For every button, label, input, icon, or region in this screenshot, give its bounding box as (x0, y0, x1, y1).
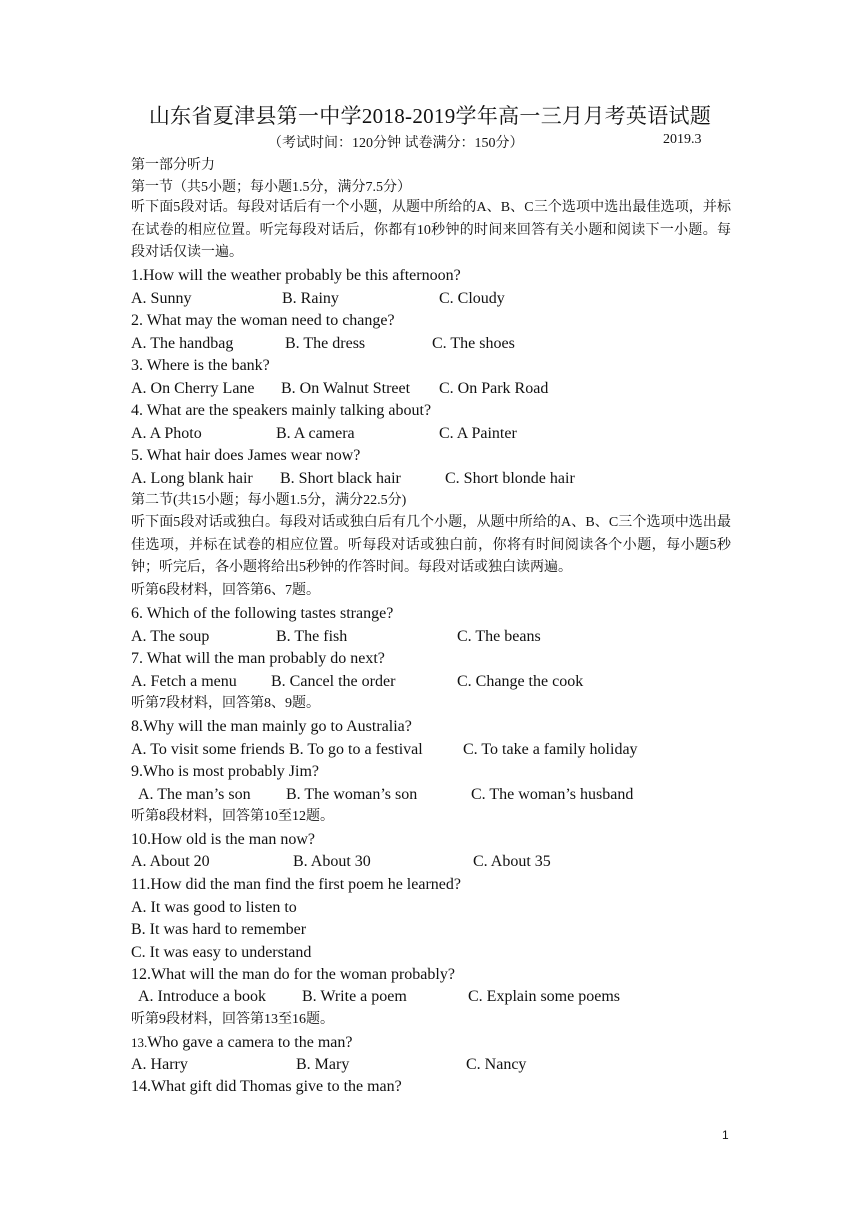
option-c: C. The beans (457, 628, 541, 645)
option-c: C. A Painter (439, 425, 517, 442)
option-c: C. Change the cook (457, 673, 584, 690)
option-c: C. Cloudy (439, 290, 505, 307)
question-text: 3. Where is the bank? (131, 357, 270, 374)
material-note: 听第8段材料，回答第10至12题。 (131, 809, 334, 824)
option-b: B. Cancel the order (271, 673, 396, 690)
question-text: 8.Why will the man mainly go to Australia? (131, 718, 412, 735)
question-text: 11.How did the man find the first poem he learned? (131, 876, 461, 893)
option-b: B. A camera (276, 425, 355, 442)
exam-date: 2019.3 (663, 132, 702, 147)
page-title: 山东省夏津县第一中学2018-2019学年高一三月月考英语试题 (148, 104, 712, 128)
option-a: A. The man’s son (138, 786, 251, 803)
option-a: A. Harry (131, 1056, 188, 1073)
question-text: 7. What will the man probably do next? (131, 650, 385, 667)
option-b: B. Rainy (282, 290, 339, 307)
option-b: B. Write a poem (302, 988, 407, 1005)
section1-instructions: 听下面5段对话。每段对话后有一个小题，从题中所给的A、B、C三个选项中选出最佳选项，并标在试卷的相应位置。听完每段对话后，你都有10秒钟的时间来回答有关小题和阅读下一小题。每段对话仅读一遍。 (131, 200, 731, 260)
option-c: C. To take a family holiday (463, 741, 638, 758)
option-b: B. It was hard to remember (131, 921, 307, 938)
question-text: 6. Which of the following tastes strange? (131, 605, 394, 622)
option-a: A. Long blank hair (131, 470, 253, 487)
option-c: C. Short blonde hair (445, 470, 575, 487)
section2-heading: 第二节(共15小题；每小题1.5分，满分22.5分) (131, 493, 407, 508)
option-a: A. About 20 (131, 853, 210, 870)
question-number: 13. (131, 1035, 148, 1050)
question-text: 12.What will the man do for the woman probably? (131, 966, 455, 983)
option-b: B. Short black hair (280, 470, 401, 487)
option-b: B. The fish (276, 628, 348, 645)
question-text: 9.Who is most probably Jim? (131, 763, 319, 780)
option-a: A. On Cherry Lane (131, 380, 255, 397)
option-a: A. The handbag (131, 335, 234, 352)
question-text: 14.What gift did Thomas give to the man? (131, 1078, 402, 1095)
option-c: C. Nancy (466, 1056, 527, 1073)
option-a: A. It was good to listen to (131, 899, 297, 916)
question-text: 5. What hair does James wear now? (131, 447, 361, 464)
option-b: B. The dress (285, 335, 366, 352)
option-b: B. Mary (296, 1056, 350, 1073)
material-note: 听第9段材料，回答第13至16题。 (131, 1012, 334, 1027)
option-b: B. About 30 (293, 853, 371, 870)
option-c: C. It was easy to understand (131, 944, 312, 961)
question-text (131, 1033, 352, 1053)
option-a: A. Fetch a menu (131, 673, 237, 690)
material-note: 听第7段材料，回答第8、9题。 (131, 696, 320, 711)
exam-subtitle: （考试时间：120分钟 试卷满分：150分） (268, 136, 524, 151)
part-heading: 第一部分听力 (131, 158, 215, 173)
option-a: A. The soup (131, 628, 210, 645)
question-text: 2. What may the woman need to change? (131, 312, 395, 329)
option-a: A. A Photo (131, 425, 202, 442)
material-note: 听第6段材料，回答第6、7题。 (131, 583, 320, 598)
option-a: A. Introduce a book (138, 988, 266, 1005)
option-c: C. The woman’s husband (471, 786, 634, 803)
option-a: A. Sunny (131, 290, 192, 307)
option-b: B. To go to a festival (289, 741, 423, 758)
option-a: A. To visit some friends (131, 741, 285, 758)
option-b: B. On Walnut Street (281, 380, 411, 397)
question-text: 10.How old is the man now? (131, 831, 315, 848)
option-b: B. The woman’s son (286, 786, 418, 803)
question-text: 1.How will the weather probably be this afternoon? (131, 267, 461, 284)
option-c: C. On Park Road (439, 380, 549, 397)
section1-heading: 第一节（共5小题；每小题1.5分，满分7.5分） (131, 180, 411, 195)
option-c: C. Explain some poems (468, 988, 620, 1005)
option-c: C. About 35 (473, 853, 551, 870)
page-number: 1 (722, 1128, 729, 1142)
section2-instructions: 听下面5段对话或独白。每段对话或独白后有几个小题，从题中所给的A、B、C三个选项中选出最佳选项，并标在试卷的相应位置。听每段对话或独白前，你将有时间阅读各个小题，每小题5秒钟；听完后，各小题将给出5秒钟的作答时间。每段对话或独白读两遍。 (131, 515, 731, 575)
option-c: C. The shoes (432, 335, 515, 352)
question-text: 4. What are the speakers mainly talking about? (131, 402, 432, 419)
question-body: Who gave a camera to the man? (147, 1034, 353, 1051)
